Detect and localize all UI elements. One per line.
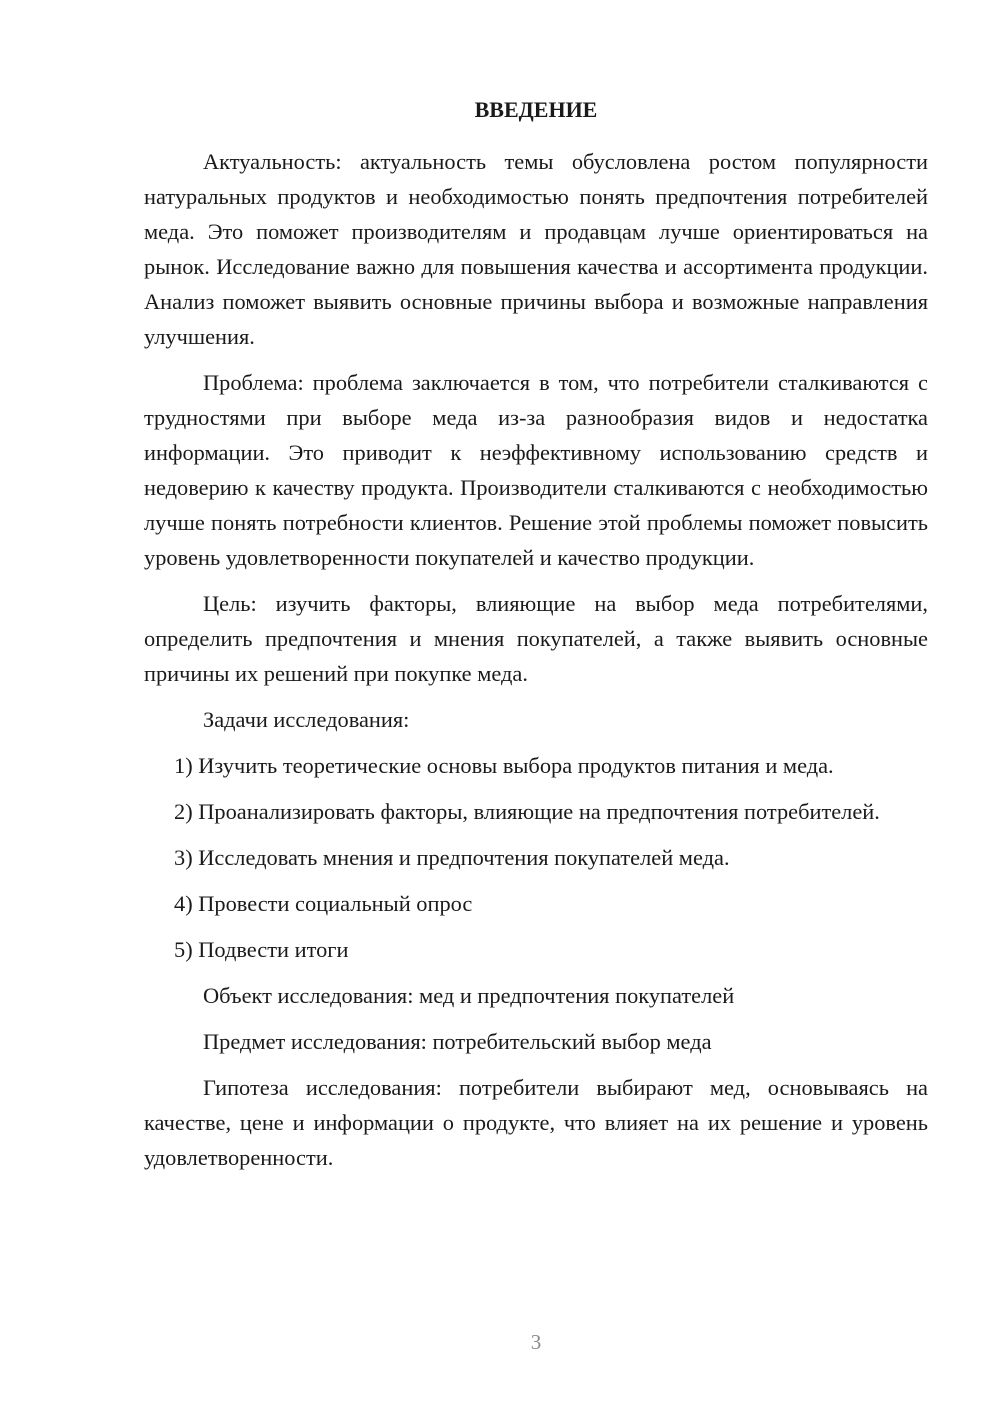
paragraph-tasks-title: Задачи исследования:	[203, 707, 410, 732]
task-item-1: 1) Изучить теоретические основы выбора продуктов питания и меда.	[174, 753, 834, 778]
paragraph-object: Объект исследования: мед и предпочтения покупателей	[203, 983, 735, 1008]
section-heading: ВВЕДЕНИЕ	[474, 97, 598, 122]
task-item-5: 5) Подвести итоги	[174, 937, 349, 962]
task-item-4: 4) Провести социальный опрос	[174, 891, 473, 916]
task-item-3: 3) Исследовать мнения и предпочтения покупателей меда.	[174, 845, 730, 870]
paragraph-hypothesis: Гипотеза исследования: потребители выбирают мед, основываясь на качестве, цене и информации о продукте, что влияет на их решение и уровень удовлетворенности.	[144, 1075, 928, 1170]
paragraph-actuality: Актуальность: актуальность темы обусловлена ростом популярности натуральных продуктов и необходимостью понять предпочтения потребителей меда. Это поможет производителям и продавцам лучше ориентироваться на рынок. Исследование важно для повышения качества и ассортимента продукции. Анализ поможет выявить основные причины выбора и возможные направления улучшения.	[144, 149, 928, 349]
document-page	[144, 92, 928, 1186]
paragraph-problem: Проблема: проблема заключается в том, что потребители сталкиваются с трудностями при выборе меда из-за разнообразия видов и недостатка информации. Это приводит к неэффективному использованию средств и недоверию к качеству продукта. Производители сталкиваются с необходимостью лучше понять потребности клиентов. Решение этой проблемы поможет повысить уровень удовлетворенности покупателей и качество продукции.	[144, 370, 928, 570]
paragraph-subject: Предмет исследования: потребительский выбор меда	[203, 1029, 712, 1054]
task-item-2: 2) Проанализировать факторы, влияющие на предпочтения потребителей.	[174, 799, 880, 824]
page-number: 3	[530, 1330, 542, 1354]
paragraph-goal: Цель: изучить факторы, влияющие на выбор меда потребителями, определить предпочтения и мнения покупателей, а также выявить основные причины их решений при покупке меда.	[144, 591, 928, 686]
